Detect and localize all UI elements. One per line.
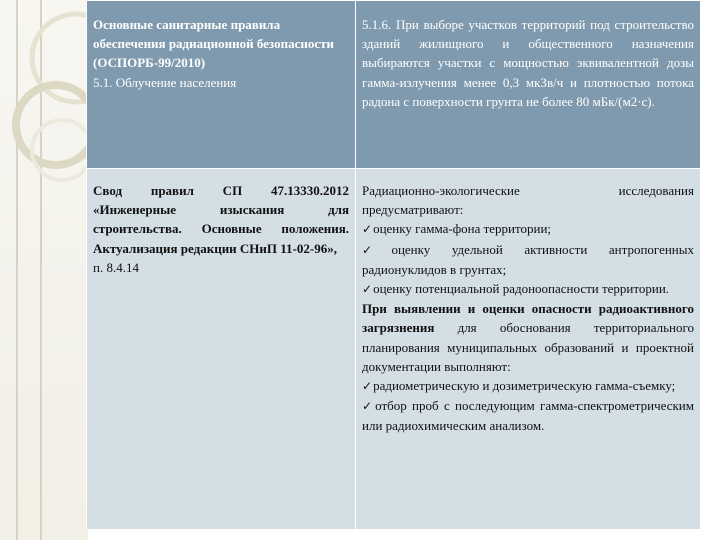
list-item — [362, 279, 694, 299]
checkmark-icon: ✓ — [362, 399, 375, 414]
header-left-cell — [87, 1, 356, 169]
header-right-cell — [356, 1, 701, 169]
list-item-text: оценку гамма-фона территории; — [373, 221, 552, 237]
checkmark-icon: ✓ — [362, 282, 373, 297]
emphasis-paragraph — [362, 299, 694, 376]
checkmark-icon: ✓ — [362, 379, 373, 394]
body-right-intro: Радиационно-экологические исследования предусматривают: — [362, 183, 694, 218]
checkmark-icon: ✓ — [362, 242, 391, 257]
decor-line — [40, 0, 42, 540]
body-left-title: Свод правил СП 47.13330.2012 «Инженерные изыскания для строительства. Основные положения. Актуализация редакции СНиП 11-02-96», — [93, 183, 349, 256]
checklist-1 — [362, 219, 694, 299]
header-right-text: 5.1.6. При выборе участков территорий под строительство зданий жилищного и общественного назначения выбираются участки с мощностью эквивалентной дозы гамма-излучения менее 0,3 мкЗв/ч и плотностью потока радона с поверхности грунта не более 80 мБк/(м2·с). — [362, 17, 694, 109]
emphasis-rest-text: для обоснования территориального планирования муниципальных образований и проектной документации выполняют: — [362, 320, 694, 374]
table-body-row — [87, 169, 701, 530]
list-item-text: отбор проб с последующим гамма-спектрометрическим или радиохимическим анализом. — [362, 398, 694, 434]
list-item — [362, 219, 694, 239]
left-decor-band — [0, 0, 88, 540]
header-left-subtitle: 5.1. Облучение населения — [93, 74, 237, 90]
emphasis-bold-text: При выявлении и оценки опасности радиоактивного загрязнения — [362, 301, 694, 336]
body-left-reference: п. 8.4.14 — [93, 259, 139, 275]
header-left-title: Основные санитарные правила обеспечения радиационной безопасности (ОСПОРБ-99/2010) — [93, 17, 334, 71]
list-item — [362, 376, 694, 396]
list-item-text: оценку удельной активности антропогенных радионуклидов в грунтах; — [362, 241, 694, 277]
body-left-cell — [87, 169, 356, 530]
checklist-2 — [362, 376, 694, 436]
list-item-text: радиометрическую и дозиметрическую гамма-съемку; — [373, 378, 676, 394]
comparison-table — [86, 0, 701, 530]
checkmark-icon: ✓ — [362, 222, 373, 237]
list-item-text: оценку потенциальной радоноопасности территории. — [373, 281, 670, 297]
table-header-row — [87, 1, 701, 169]
list-item — [362, 240, 694, 279]
list-item — [362, 396, 694, 435]
body-right-cell — [356, 169, 701, 530]
decor-line — [16, 0, 18, 540]
